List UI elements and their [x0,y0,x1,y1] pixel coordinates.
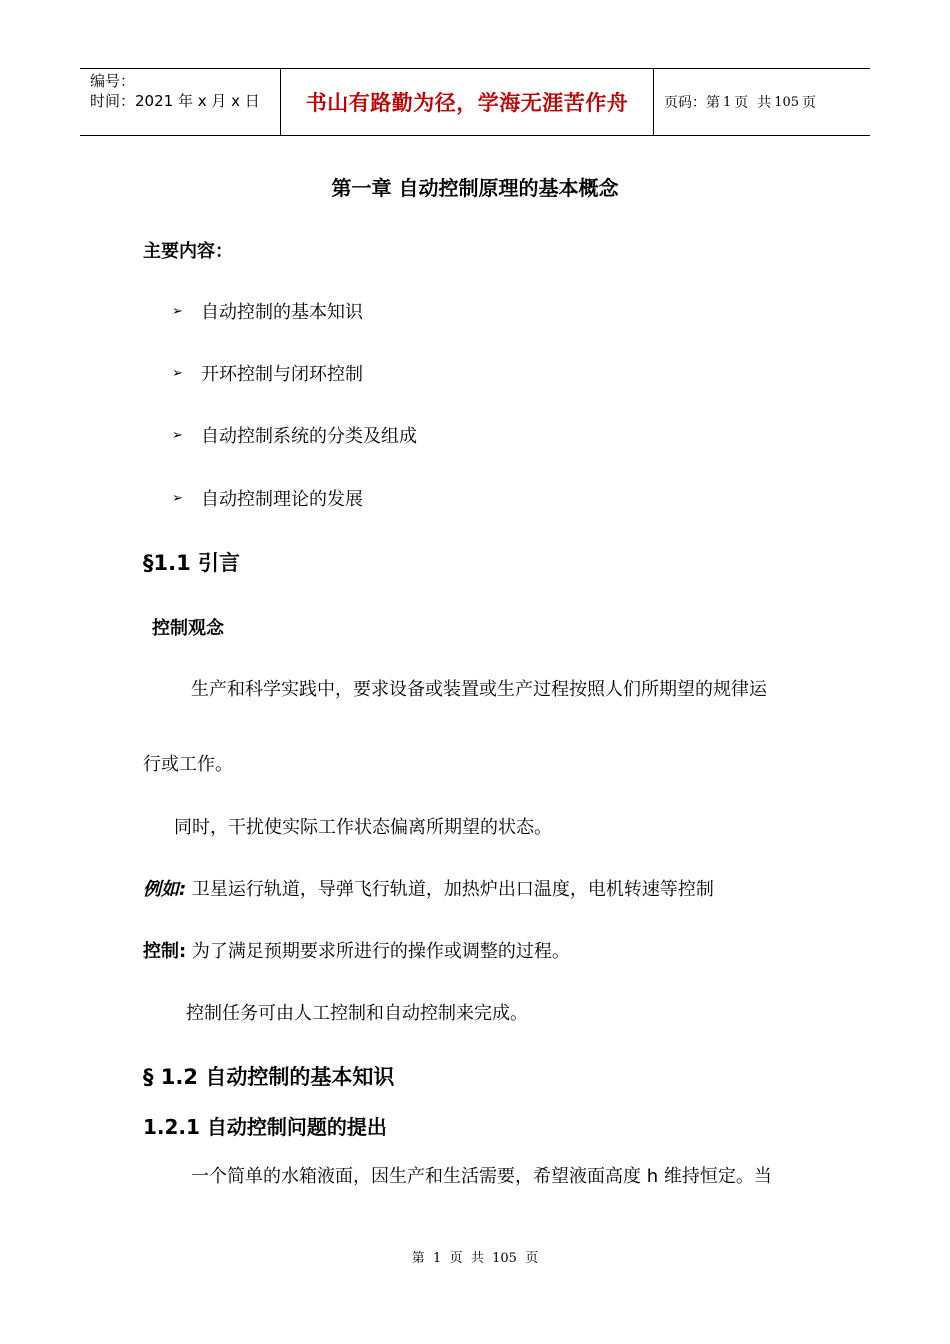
page-mid: 页 共 [734,95,772,111]
motto: 书山有路勤为径，学海无涯苦作舟 [305,90,629,115]
page-footer: 第 1 页 共 105 页 [411,1251,539,1266]
example-paragraph [143,875,714,901]
section-heading-1-2: § 1.2 自动控制的基本知识 [143,1065,395,1089]
example-text: 卫星运行轨道，导弹飞行轨道，加热炉出口温度，电机转速等控制 [186,879,714,900]
example-label: 例如: [143,879,187,900]
time-label: 时间：2021 年 x 月 x 日 [90,92,260,110]
page-header [80,68,870,136]
paragraph: 一个简单的水箱液面，因生产和生活需要，希望液面高度 h 维持恒定。当 [191,1166,772,1187]
page-prefix: 页码：第 [664,95,720,111]
paragraph: 同时，干扰使实际工作状态偏离所期望的状态。 [174,817,552,838]
control-definition [143,937,570,963]
header-motto-cell [281,69,654,135]
arrow-bullet-icon: ➢ [172,490,183,506]
list-item-text: 自动控制的基本知识 [201,302,363,323]
section-heading-1-1: §1.1 引言 [143,551,241,575]
header-page-cell [654,69,870,135]
page-suffix: 页 [802,95,817,111]
list-item [172,360,363,386]
chapter-title: 第一章 自动控制原理的基本概念 [331,176,619,200]
arrow-bullet-icon: ➢ [172,427,183,443]
number-label: 编号： [90,72,136,90]
paragraph: 控制任务可由人工控制和自动控制来完成。 [186,1003,528,1024]
arrow-bullet-icon: ➢ [172,365,183,381]
subheading-control-concept: 控制观念 [152,618,224,639]
subsection-heading-1-2-1: 1.2.1 自动控制问题的提出 [143,1115,387,1139]
list-item [172,422,417,448]
control-label: 控制: [143,941,187,962]
list-item-text: 自动控制系统的分类及组成 [201,426,417,447]
paragraph-line: 生产和科学实践中，要求设备或装置或生产过程按照人们所期望的规律运 [191,679,767,700]
control-text: 为了满足预期要求所进行的操作或调整的过程。 [186,941,570,962]
page-total: 105 [774,94,800,110]
list-item-text: 自动控制理论的发展 [201,489,363,510]
page-current: 1 [723,94,732,110]
arrow-bullet-icon: ➢ [172,303,183,319]
list-item-text: 开环控制与闭环控制 [201,364,363,385]
paragraph-line: 行或工作。 [143,754,233,775]
main-content-label: 主要内容： [143,241,233,262]
header-meta-cell [80,69,281,135]
list-item [172,298,363,324]
list-item [172,485,363,511]
